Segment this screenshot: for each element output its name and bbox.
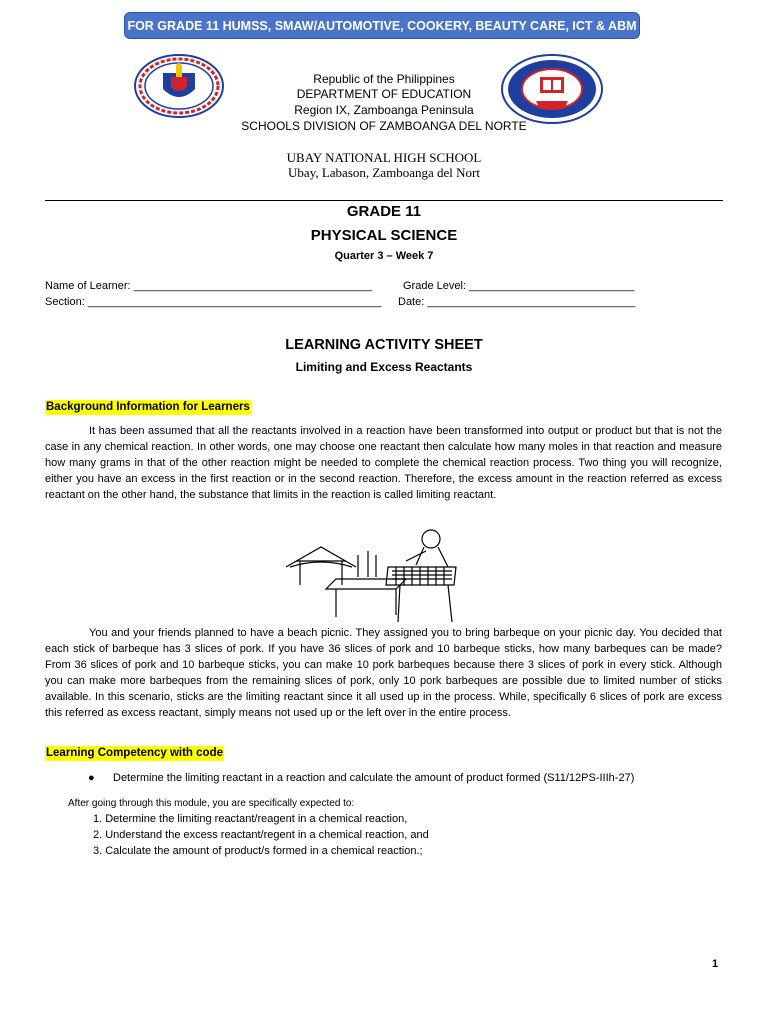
page-number: 1 [712, 958, 719, 970]
objective-item: 2. Understand the excess reactant/regent in a chemical reaction, and [93, 829, 429, 841]
quarter-week: Quarter 3 – Week 7 [334, 250, 434, 262]
grade-title: GRADE 11 [346, 203, 422, 220]
school-address: Ubay, Labason, Zamboanga del Nort [288, 165, 480, 180]
republic-line: Republic of the Philippines [313, 72, 455, 86]
name-of-learner-field[interactable]: Name of Learner: _______________________________________ [45, 280, 373, 292]
objective-item: 1. Determine the limiting reactant/reagent in a chemical reaction, [93, 813, 408, 825]
grade-level-field[interactable]: Grade Level: ___________________________ [403, 280, 635, 292]
department-line: DEPARTMENT OF EDUCATION [296, 87, 472, 101]
grade-banner: FOR GRADE 11 HUMSS, SMAW/AUTOMOTIVE, COOKERY, BEAUTY CARE, ICT & ABM [124, 12, 640, 39]
region-line: Region IX, Zamboanga Peninsula [294, 103, 474, 117]
barbeque-illustration [276, 527, 494, 625]
objective-item: 3. Calculate the amount of product/s formed in a chemical reaction.; [93, 845, 423, 857]
subject-title: PHYSICAL SCIENCE [310, 227, 458, 244]
bullet-dot: ● [88, 772, 95, 784]
competency-bullet: Determine the limiting reactant in a reaction and calculate the amount of product formed (S11/12PS-IIIh-27) [113, 772, 635, 784]
division-line: SCHOOLS DIVISION OF ZAMBOANGA DEL NORTE [241, 119, 527, 133]
objectives-intro: After going through this module, you are specifically expected to: [68, 798, 355, 809]
las-subtitle: Limiting and Excess Reactants [295, 360, 473, 374]
background-paragraph-2 [45, 625, 722, 721]
background-paragraph-1 [45, 423, 722, 503]
objectives-list [93, 811, 429, 859]
school-name: UBAY NATIONAL HIGH SCHOOL [286, 150, 482, 165]
background-heading: Background Information for Learners [46, 401, 250, 413]
section-field[interactable]: Section: ________________________________________________ [45, 296, 382, 308]
header-divider [45, 200, 723, 201]
paragraph-text: It has been assumed that all the reactants involved in a reaction have been transformed into output or product but that is not the case in any chemical reaction. In other words, one may choose one reactant then calculate how many moles in that reaction and measure how many grams in that of the other reaction might be needed to complete the chemical reaction process. Two thing you will recognize, either you have an excess in the first reaction or in the second reaction. Therefore, the excess amount in the reaction referred as excess reactant on the other hand, the substance that limits in the reaction is called limiting reactant. [45, 425, 722, 501]
paragraph-text: You and your friends planned to have a beach picnic. They assigned you to bring barbeque on your picnic day. You decided that each stick of barbeque has 3 slices of pork. If you have 36 slices of pork and 10 barbeque sticks, how many barbeques can be made? From 36 slices of pork and 10 barbeque sticks, you can make 10 pork barbeques because there 3 slices of pork in every stick. Although you can make more barbeques from the remaining slices of pork, only 10 pork barbeques are possible due to limited number of sticks available. In this scenario, sticks are the limiting reactant since it all used up in the process. While, specifically 6 slices of pork are excess this referred as excess reactant, simply means not used up or the left over in the entire process. [45, 627, 722, 719]
las-title: LEARNING ACTIVITY SHEET [285, 337, 483, 353]
competency-heading: Learning Competency with code [46, 747, 223, 759]
date-field[interactable]: Date: __________________________________ [398, 296, 636, 308]
